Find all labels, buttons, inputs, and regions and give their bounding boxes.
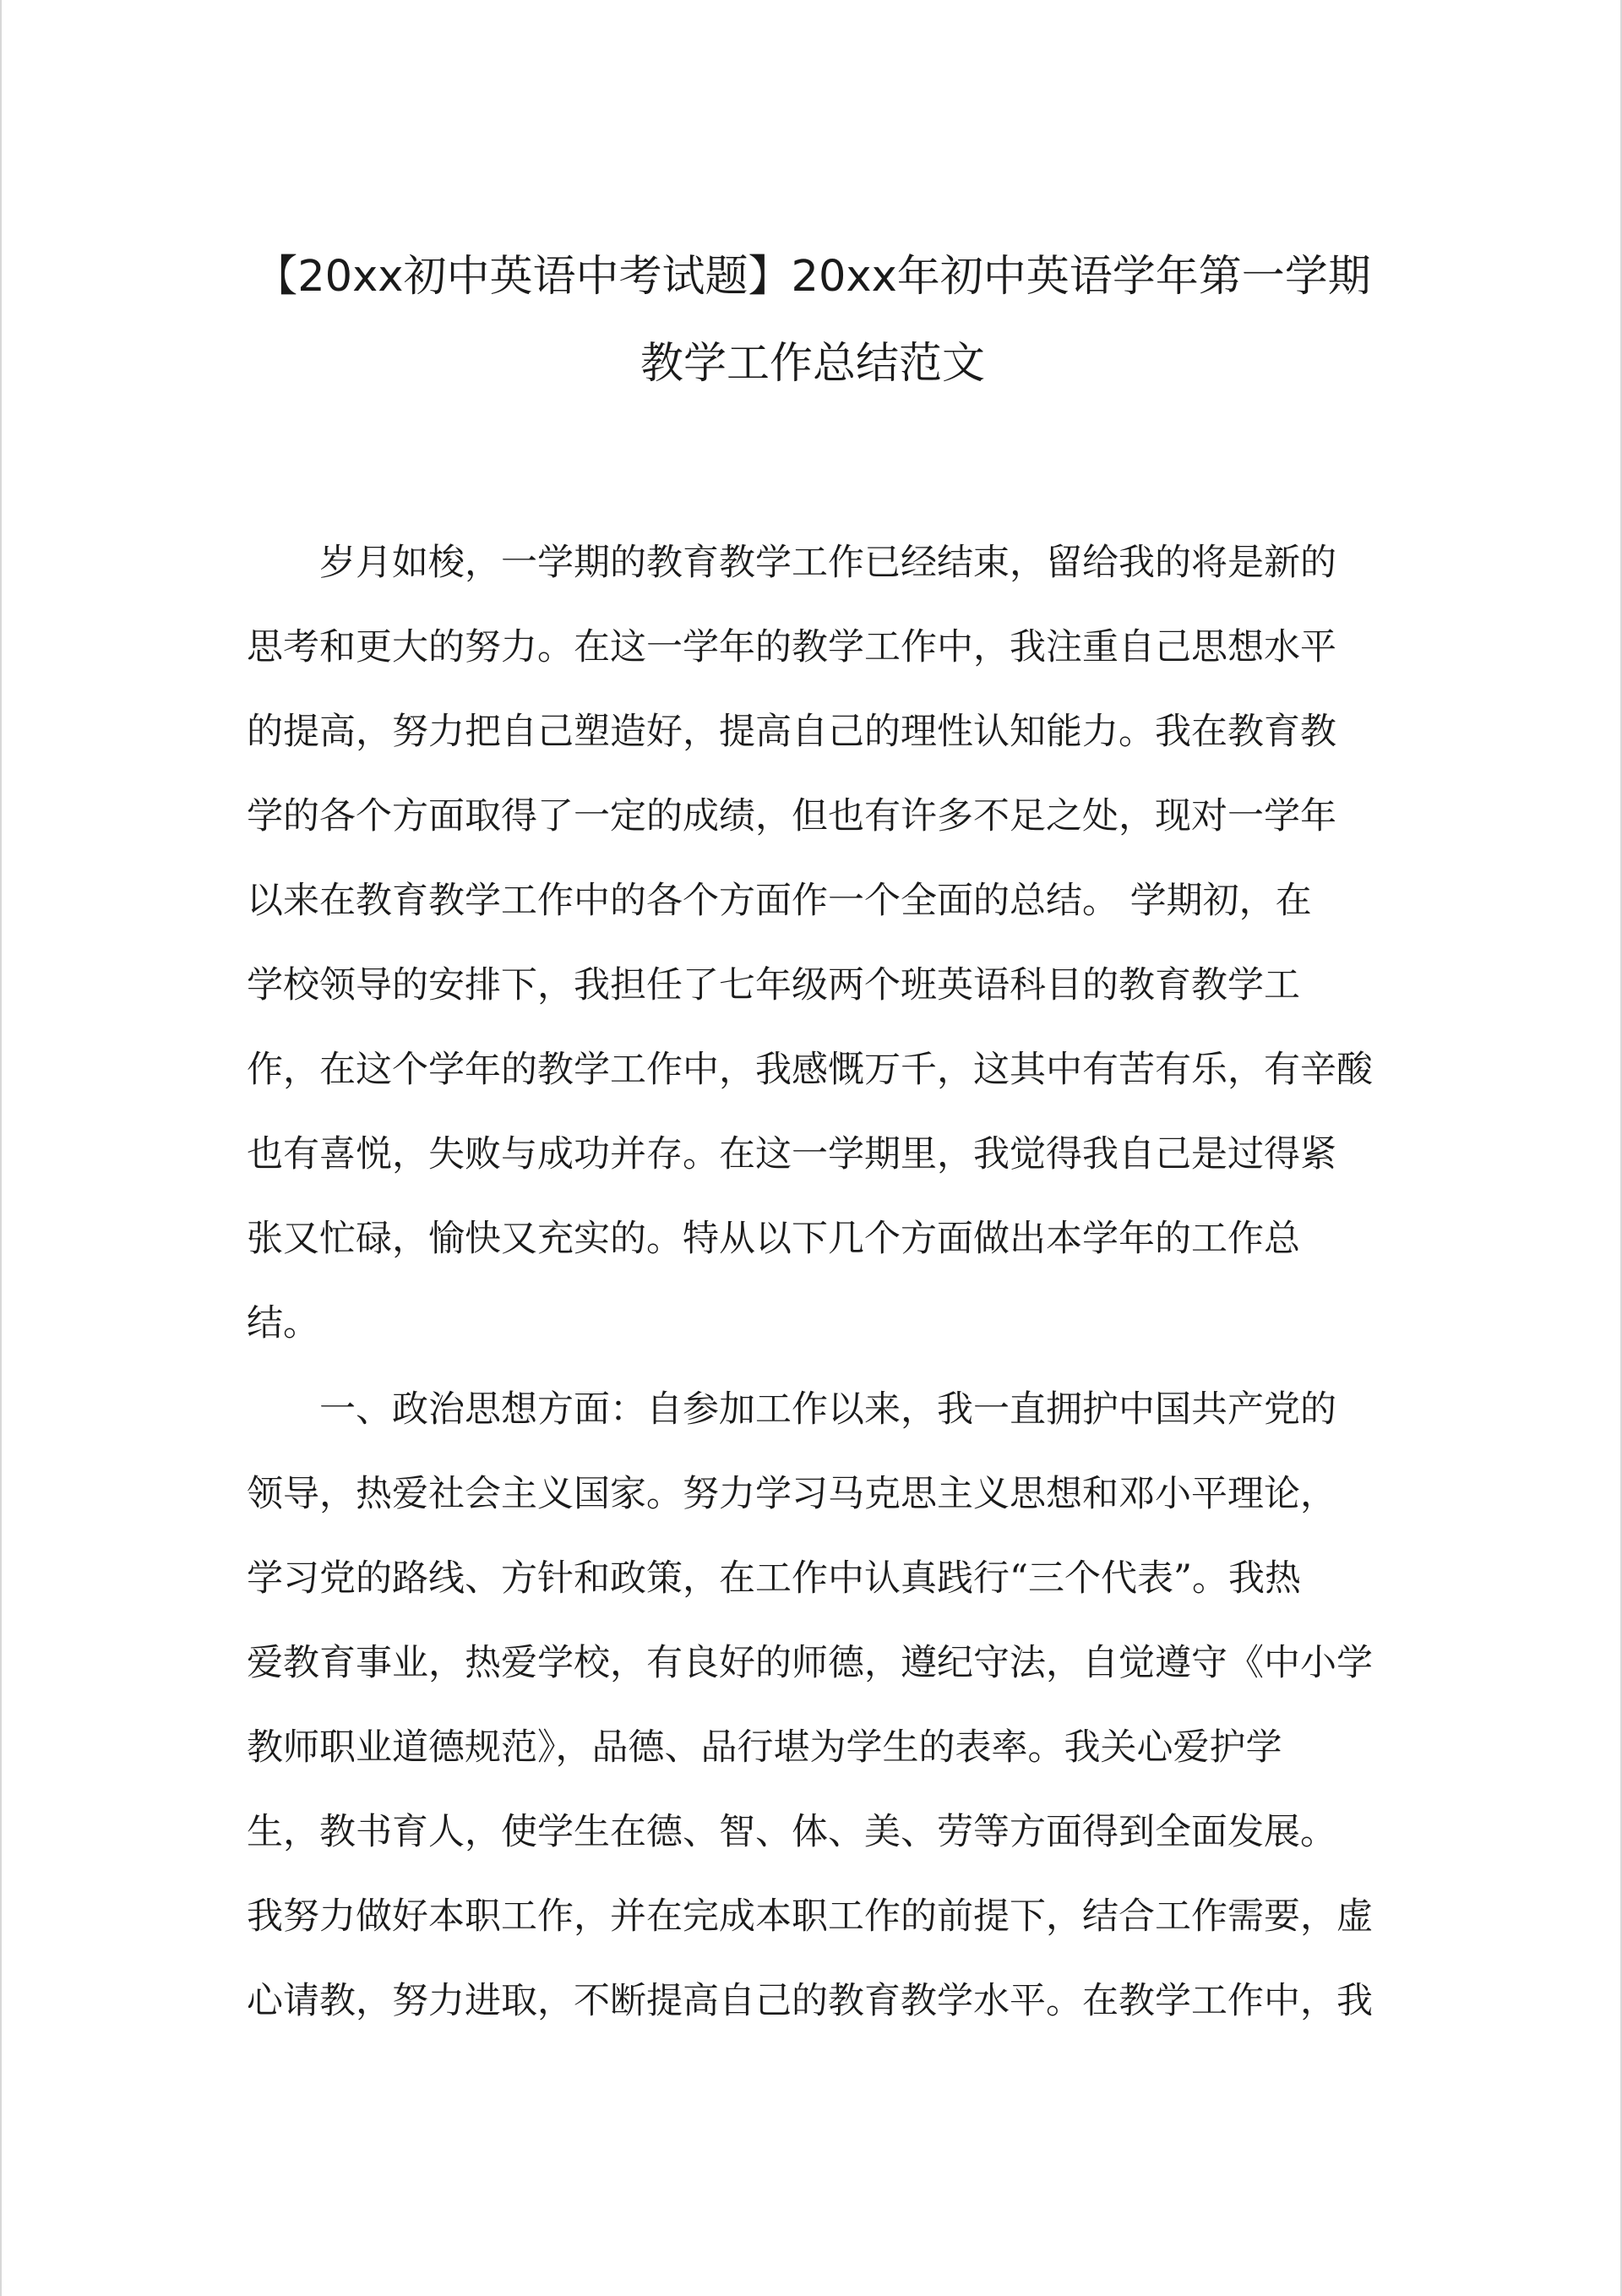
body-line-2: 思考和更大的努力。在这一学年的教学工作中，我注重自己思想水平 xyxy=(247,626,1336,668)
document-title-line-2: 教学工作总结范文 xyxy=(640,339,985,389)
body-line-3: 的提高，努力把自己塑造好，提高自己的理性认知能力。我在教育教 xyxy=(247,711,1336,753)
body-line-17: 我努力做好本职工作，并在完成本职工作的前提下，结合工作需要，虚 xyxy=(247,1895,1373,1938)
body-line-9: 张又忙碌，愉快又充实的。特从以下几个方面做出本学年的工作总 xyxy=(247,1218,1300,1260)
document-title-line-1: 【20xx初中英语中考试题】20xx年初中英语学年第一学期 xyxy=(254,252,1371,302)
body-line-1: 岁月如梭，一学期的教育教学工作已经结束，留给我的将是新的 xyxy=(247,542,1336,584)
body-line-12: 领导，热爱社会主义国家。努力学习马克思主义思想和邓小平理论， xyxy=(247,1473,1336,1515)
body-line-13: 学习党的路线、方针和政策，在工作中认真践行“三个代表”。我热 xyxy=(247,1557,1301,1600)
body-line-14: 爱教育事业，热爱学校，有良好的师德，遵纪守法，自觉遵守《中小学 xyxy=(247,1642,1373,1684)
body-line-18: 心请教，努力进取，不断提高自己的教育教学水平。在教学工作中，我 xyxy=(247,1980,1373,2022)
body-line-15: 教师职业道德规范》，品德、品行堪为学生的表率。我关心爱护学 xyxy=(247,1726,1282,1769)
body-line-10: 结。 xyxy=(247,1302,319,1344)
body-line-5: 以来在教育教学工作中的各个方面作一个全面的总结。 学期初，在 xyxy=(247,880,1312,922)
body-line-11: 一、政治思想方面：自参加工作以来，我一直拥护中国共产党的 xyxy=(247,1388,1336,1431)
body-line-6: 学校领导的安排下，我担任了七年级两个班英语科目的教育教学工 xyxy=(247,964,1300,1006)
body-line-16: 生，教书育人，使学生在德、智、体、美、劳等方面得到全面发展。 xyxy=(247,1811,1336,1853)
body-line-4: 学的各个方面取得了一定的成绩，但也有许多不足之处，现对一学年 xyxy=(247,795,1336,837)
body-line-8: 也有喜悦，失败与成功并存。在这一学期里，我觉得我自己是过得紧 xyxy=(247,1133,1336,1175)
body-line-7: 作，在这个学年的教学工作中，我感慨万千，这其中有苦有乐，有辛酸 xyxy=(247,1049,1373,1091)
